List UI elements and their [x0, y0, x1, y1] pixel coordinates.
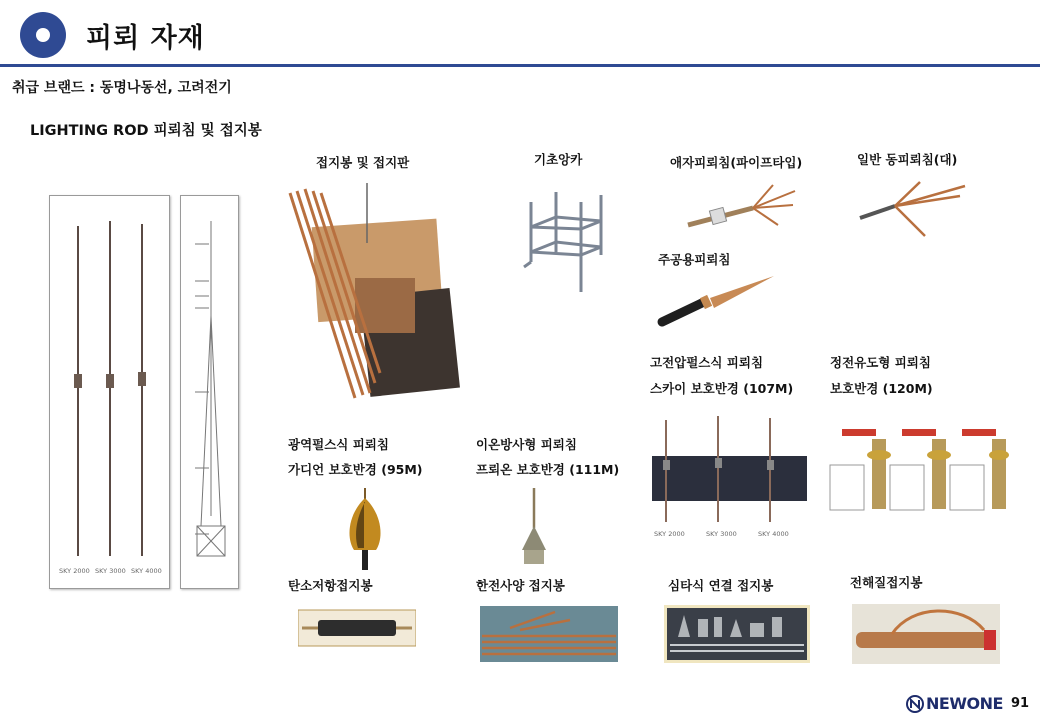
sky-rod-label: SKY 3000	[95, 567, 126, 575]
label-electrostatic-name: 정전유도형 피뢰침	[830, 355, 931, 370]
brand-line: 취급 브랜드 : 동명나동선, 고려전기	[12, 80, 232, 96]
kepco-ground-image	[480, 606, 618, 662]
label-wide-pulse-radius: 가디언 보호반경 (95M)	[288, 462, 423, 477]
page-number: 91	[1011, 696, 1030, 711]
section-title: LIGHTING ROD 피뢰침 및 접지봉	[30, 123, 262, 139]
header-bullet-dot	[36, 28, 50, 42]
sky-rods-image	[49, 195, 170, 589]
label-foundation-anchor: 기초앙카	[534, 152, 583, 167]
foundation-anchor-image	[516, 187, 611, 297]
label-electrostatic-radius: 보호반경 (120M)	[830, 381, 933, 396]
label-copper-rod-large: 일반 동피뢰침(대)	[857, 152, 958, 167]
page-title: 피뢰 자재	[86, 23, 205, 54]
label-electrolytic-ground: 전해질접지봉	[850, 575, 923, 590]
newone-logo-icon	[906, 695, 924, 713]
ion-rod-image	[510, 488, 558, 573]
copper-rod-large-image	[855, 178, 970, 238]
hv-rod-label: SKY 3000	[706, 530, 737, 538]
logo-text: NEWONE	[926, 694, 1003, 713]
hv-rod-label: SKY 2000	[654, 530, 685, 538]
label-casting-rod: 주공용피뢰침	[658, 252, 731, 267]
wide-pulse-rod-image	[340, 488, 390, 573]
carbon-ground-image	[298, 608, 416, 648]
insulator-rod-image	[683, 183, 803, 238]
ground-rod-plate-image	[285, 183, 475, 405]
label-ion-name: 이온방사형 피뢰침	[476, 437, 577, 452]
electrostatic-rods-image	[828, 425, 1010, 520]
label-wide-pulse-name: 광역펄스식 피뢰침	[288, 437, 389, 452]
label-kepco-ground: 한전사양 접지봉	[476, 578, 565, 593]
sky-rod-label: SKY 4000	[131, 567, 162, 575]
label-carbon-ground: 탄소저항접지봉	[288, 578, 373, 593]
header-divider	[0, 64, 1040, 67]
label-ion-radius: 프뢰온 보호반경 (111M)	[476, 462, 620, 477]
label-deep-ground: 심타식 연결 접지봉	[668, 578, 774, 593]
hv-pulse-rods-image	[652, 412, 807, 544]
electrolytic-ground-image	[852, 604, 1000, 664]
hv-rod-label: SKY 4000	[758, 530, 789, 538]
label-ground-rod-plate: 접지봉 및 접지판	[316, 155, 410, 170]
casting-rod-image	[656, 270, 776, 330]
sky-rod-label: SKY 2000	[59, 567, 90, 575]
label-hv-pulse-name: 고전압펄스식 피뢰침	[650, 355, 764, 370]
newone-logo	[906, 694, 1003, 713]
installation-drawing-image	[180, 195, 239, 589]
label-insulator-rod: 애자피뢰침(파이프타입)	[670, 155, 803, 170]
deep-ground-image	[664, 605, 810, 663]
label-hv-pulse-radius: 스카이 보호반경 (107M)	[650, 381, 794, 396]
